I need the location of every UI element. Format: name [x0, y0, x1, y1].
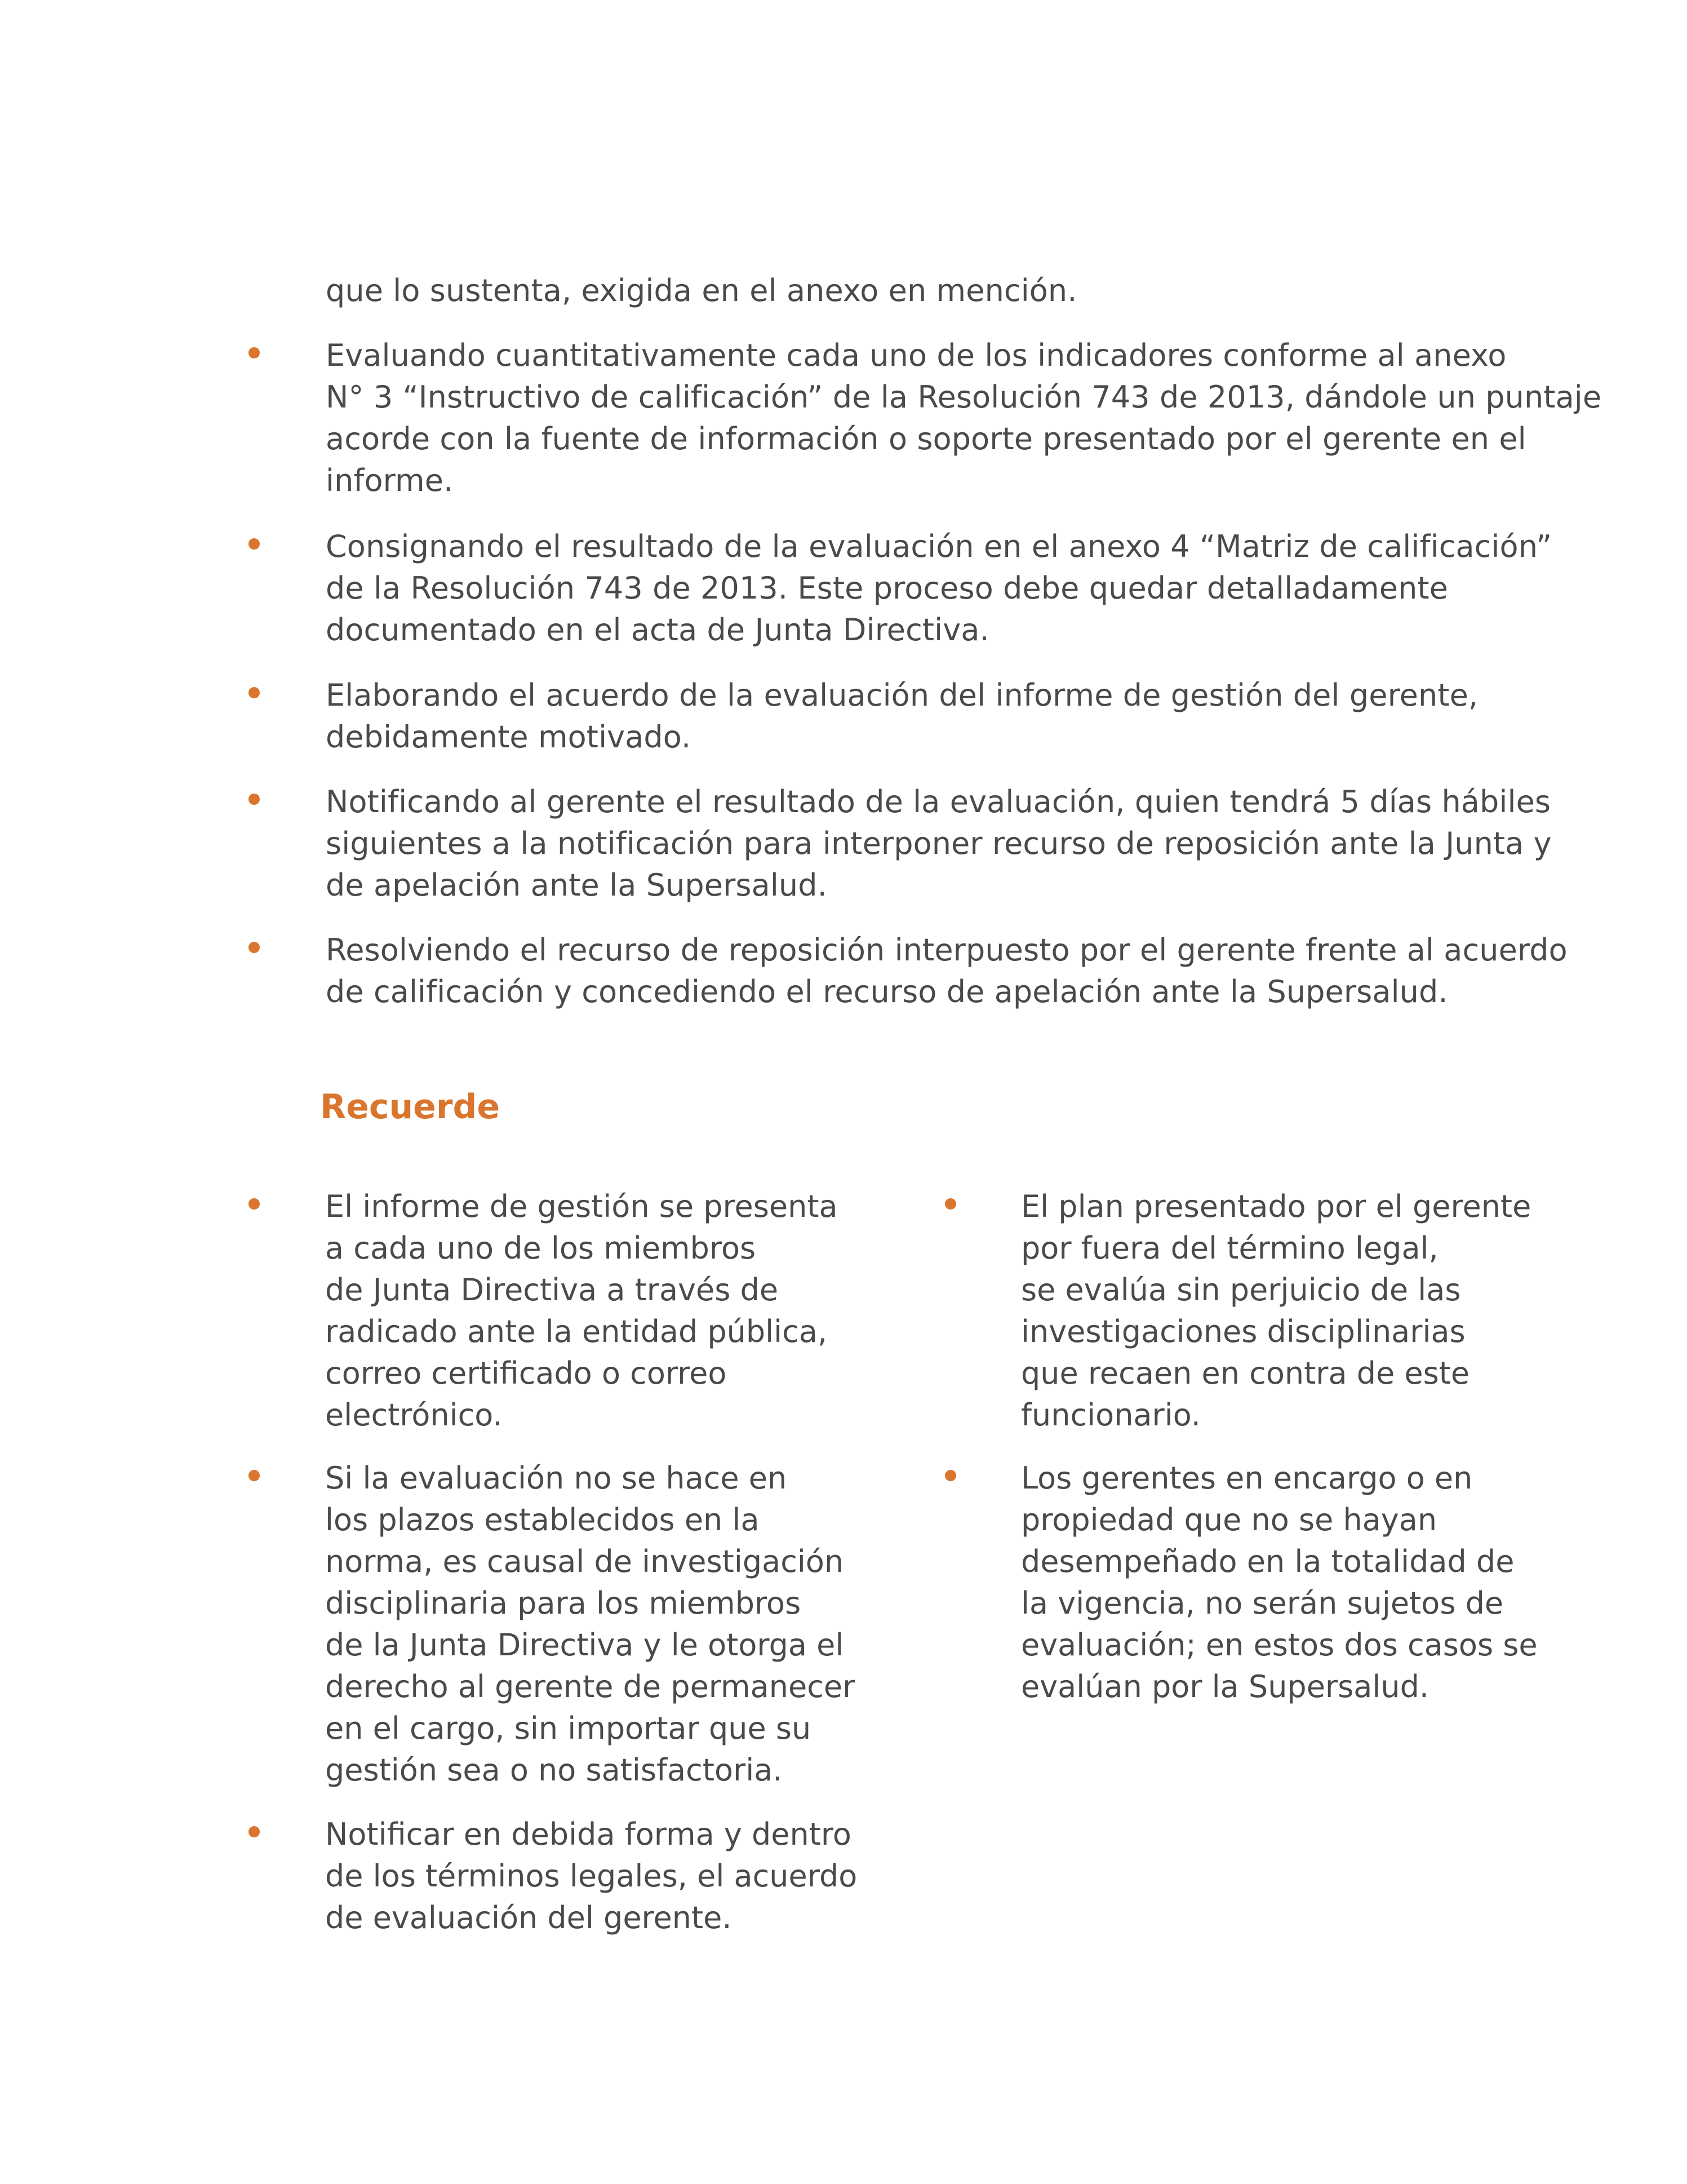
bullet-icon — [248, 687, 260, 698]
right-item-1-line-2: por fuera del término legal, — [1021, 1230, 1439, 1266]
left-item-3-line-1: Notificar en debida forma y dentro — [325, 1817, 851, 1852]
item-3-line-2: debidamente motivado. — [326, 719, 691, 755]
item-2-line-1: Consignando el resultado de la evaluación en el anexo 4 “Matriz de calificación” — [326, 529, 1552, 564]
left-item-2-line-7: en el cargo, sin importar que su — [325, 1711, 811, 1746]
bullet-icon — [945, 1470, 956, 1481]
right-item-2-line-3: desempeñado en la totalidad de — [1021, 1544, 1515, 1579]
item-2-line-2: de la Resolución 743 de 2013. Este proceso debe quedar detalladamente — [326, 570, 1449, 606]
item-4-line-1: Notificando al gerente el resultado de la evaluación, quien tendrá 5 días hábiles — [326, 784, 1551, 819]
left-item-1-line-2: a cada uno de los miembros — [325, 1230, 756, 1266]
left-item-2-line-1: Si la evaluación no se hace en — [325, 1460, 787, 1496]
left-item-3-line-2: de los términos legales, el acuerdo — [325, 1858, 858, 1894]
left-item-1-line-4: radicado ante la entidad pública, — [325, 1314, 828, 1349]
right-item-2-line-4: la vigencia, no serán sujetos de — [1021, 1585, 1504, 1621]
item-4-line-2: siguientes a la notificación para interponer recurso de reposición ante la Junta y — [326, 826, 1552, 861]
bullet-icon — [248, 1198, 260, 1210]
right-item-1-line-5: que recaen en contra de este — [1021, 1355, 1470, 1391]
left-item-2-line-5: de la Junta Directiva y le otorga el — [325, 1627, 844, 1663]
item-3-line-1: Elaborando el acuerdo de la evaluación del informe de gestión del gerente, — [326, 677, 1479, 713]
item-1-line-1: Evaluando cuantitativamente cada uno de los indicadores conforme al anexo — [326, 338, 1507, 373]
right-item-1-line-1: El plan presentado por el gerente — [1021, 1189, 1531, 1224]
left-item-1-line-5: correo certificado o correo — [325, 1355, 727, 1391]
recuerde-heading: Recuerde — [320, 1087, 500, 1127]
item-4-line-3: de apelación ante la Supersalud. — [326, 867, 827, 903]
continuation-line: que lo sustenta, exigida en el anexo en mención. — [326, 273, 1077, 308]
bullet-icon — [248, 1470, 260, 1481]
left-item-2-line-4: disciplinaria para los miembros — [325, 1585, 801, 1621]
right-item-2-line-1: Los gerentes en encargo o en — [1021, 1460, 1473, 1496]
item-1-line-3: acorde con la fuente de información o soporte presentado por el gerente en el — [326, 421, 1526, 457]
left-item-1-line-3: de Junta Directiva a través de — [325, 1272, 779, 1308]
right-item-2-line-6: evalúan por la Supersalud. — [1021, 1669, 1429, 1704]
left-item-2-line-2: los plazos establecidos en la — [325, 1502, 760, 1538]
bullet-icon — [248, 1826, 260, 1837]
left-item-1-line-1: El informe de gestión se presenta — [325, 1189, 838, 1224]
right-item-1-line-4: investigaciones disciplinarias — [1021, 1314, 1466, 1349]
item-1-line-2: N° 3 “Instructivo de calificación” de la Resolución 743 de 2013, dándole un puntaje — [326, 379, 1602, 415]
bullet-icon — [248, 794, 260, 805]
bullet-icon — [248, 347, 260, 358]
item-2-line-3: documentado en el acta de Junta Directiva. — [326, 612, 989, 648]
left-item-2-line-6: derecho al gerente de permanecer — [325, 1669, 855, 1704]
bullet-icon — [248, 942, 260, 953]
right-item-2-line-2: propiedad que no se hayan — [1021, 1502, 1437, 1538]
bullet-icon — [945, 1198, 956, 1210]
left-item-3-line-3: de evaluación del gerente. — [325, 1900, 732, 1935]
right-item-1-line-6: funcionario. — [1021, 1397, 1201, 1433]
item-5-line-1: Resolviendo el recurso de reposición interpuesto por el gerente frente al acuerdo — [326, 932, 1568, 968]
bullet-icon — [248, 538, 260, 550]
right-item-1-line-3: se evalúa sin perjuicio de las — [1021, 1272, 1461, 1308]
left-item-2-line-8: gestión sea o no satisfactoria. — [325, 1752, 783, 1788]
right-item-2-line-5: evaluación; en estos dos casos se — [1021, 1627, 1538, 1663]
item-1-line-4: informe. — [326, 463, 454, 498]
item-5-line-2: de calificación y concediendo el recurso de apelación ante la Supersalud. — [326, 974, 1448, 1009]
left-item-2-line-3: norma, es causal de investigación — [325, 1544, 844, 1579]
left-item-1-line-6: electrónico. — [325, 1397, 503, 1433]
